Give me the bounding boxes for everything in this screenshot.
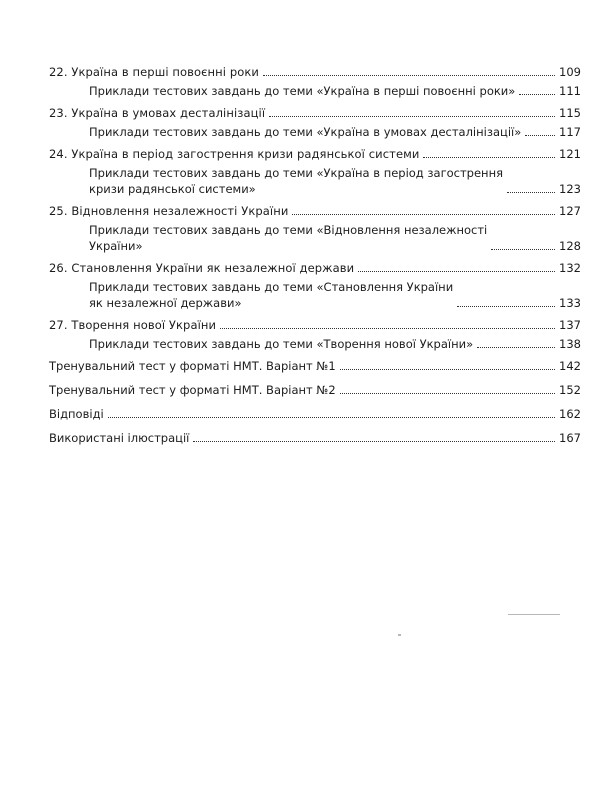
toc-entry-answers[interactable] <box>49 406 581 422</box>
page-number: 137 <box>559 318 581 332</box>
subentry-title: Приклади тестових завдань до теми «Творення нової України» <box>89 337 474 351</box>
toc-entry[interactable] <box>49 317 581 333</box>
section-number: 23. <box>49 106 68 120</box>
toc-entry-practice-test-1[interactable] <box>49 358 581 374</box>
page-number: 115 <box>559 106 581 120</box>
scan-mark <box>508 614 560 615</box>
page-number: 167 <box>559 431 581 445</box>
dot-leader <box>507 192 555 193</box>
toc-section-22 <box>49 64 581 99</box>
toc-entry[interactable] <box>49 260 581 276</box>
page-number: 128 <box>559 239 581 253</box>
page-number: 123 <box>559 182 581 196</box>
toc-section-23 <box>49 105 581 140</box>
page-number: 109 <box>559 65 581 79</box>
section-title: Відновлення незалежності України <box>71 204 289 218</box>
dot-leader <box>491 249 555 250</box>
toc-entry[interactable] <box>49 64 581 80</box>
toc-section-27 <box>49 317 581 352</box>
dot-leader <box>108 417 555 418</box>
dot-leader <box>193 441 555 442</box>
dot-leader <box>519 94 555 95</box>
dot-leader <box>340 393 555 394</box>
toc-subentry[interactable] <box>49 336 581 352</box>
toc-entry-illustrations[interactable] <box>49 430 581 446</box>
scan-mark <box>398 634 401 636</box>
section-title: Україна в умовах десталінізації <box>71 106 266 120</box>
toc-entry[interactable] <box>49 203 581 219</box>
subentry-title-line: як незалежної держави» <box>89 296 242 310</box>
section-number: 25. <box>49 204 68 218</box>
section-number: 22. <box>49 65 68 79</box>
subentry-title: Приклади тестових завдань до теми «Україна в умовах десталінізації» <box>89 125 522 139</box>
section-number: 26. <box>49 261 68 275</box>
page-number: 138 <box>559 337 581 351</box>
entry-title: Використані ілюстрації <box>49 431 190 445</box>
page-number: 127 <box>559 204 581 218</box>
page-number: 162 <box>559 407 581 421</box>
subentry-title: Приклади тестових завдань до теми «Україна в перші повоєнні роки» <box>89 84 516 98</box>
section-title: Україна в перші повоєнні роки <box>71 65 260 79</box>
section-title: Україна в період загострення кризи радянської системи <box>71 147 420 161</box>
page-number: 121 <box>559 147 581 161</box>
dot-leader <box>457 306 555 307</box>
section-title: Становлення України як незалежної держави <box>71 261 355 275</box>
dot-leader <box>477 347 555 348</box>
table-of-contents <box>49 64 581 454</box>
page-number: 133 <box>559 296 581 310</box>
dot-leader <box>292 214 555 215</box>
page-number: 117 <box>559 125 581 139</box>
entry-title: Тренувальний тест у форматі НМТ. Варіант №2 <box>49 383 336 397</box>
toc-entry[interactable] <box>49 105 581 121</box>
section-title: Творення нової України <box>71 318 217 332</box>
dot-leader <box>423 157 555 158</box>
entry-title: Відповіді <box>49 407 104 421</box>
toc-entry-practice-test-2[interactable] <box>49 382 581 398</box>
toc-subentry[interactable] <box>49 222 581 254</box>
dot-leader <box>525 135 555 136</box>
subentry-title-line: Приклади тестових завдань до теми «Становлення України <box>89 280 454 294</box>
dot-leader <box>220 328 555 329</box>
toc-entry[interactable] <box>49 146 581 162</box>
dot-leader <box>269 116 555 117</box>
page-number: 111 <box>559 84 581 98</box>
dot-leader <box>358 271 555 272</box>
toc-subentry[interactable] <box>49 124 581 140</box>
toc-section-26 <box>49 260 581 311</box>
subentry-title-line: Приклади тестових завдань до теми «Відновлення незалежності <box>89 223 488 237</box>
section-number: 24. <box>49 147 68 161</box>
toc-subentry[interactable] <box>49 83 581 99</box>
page-number: 132 <box>559 261 581 275</box>
entry-title: Тренувальний тест у форматі НМТ. Варіант №1 <box>49 359 336 373</box>
subentry-title-line: Приклади тестових завдань до теми «Україна в період загострення <box>89 166 504 180</box>
section-number: 27. <box>49 318 68 332</box>
toc-subentry[interactable] <box>49 279 581 311</box>
toc-subentry[interactable] <box>49 165 581 197</box>
toc-section-24 <box>49 146 581 197</box>
page-number: 142 <box>559 359 581 373</box>
dot-leader <box>263 75 555 76</box>
toc-section-25 <box>49 203 581 254</box>
page-number: 152 <box>559 383 581 397</box>
dot-leader <box>340 369 555 370</box>
subentry-title-line: кризи радянської системи» <box>89 182 256 196</box>
subentry-title-line: України» <box>89 239 143 253</box>
